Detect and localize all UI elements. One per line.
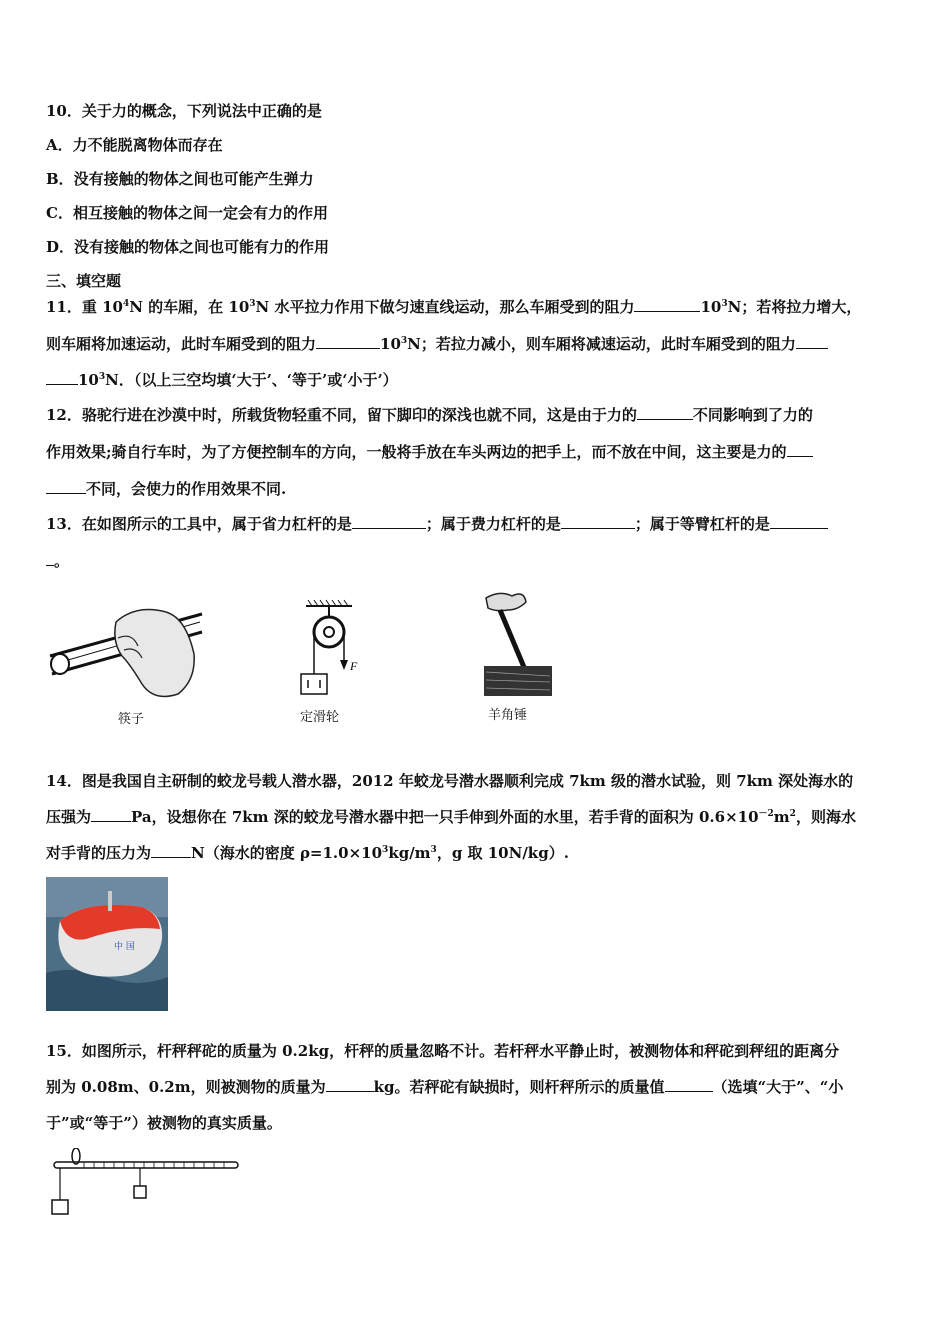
q11-line3: $10^3N$．（以上三空均填‘大于’、‘等于’或‘小于’） bbox=[46, 369, 398, 391]
caption-chopsticks: 筷子 bbox=[118, 712, 145, 727]
svg-text:中 国: 中 国 bbox=[114, 942, 135, 952]
claw-hammer-figure bbox=[478, 588, 558, 700]
q12-line2: 作用效果;骑自行车时，为了方便控制车的方向，一般将手放在车头两边的把手上，而不放在中间，这主要是力的 bbox=[46, 441, 813, 463]
steelyard-figure bbox=[44, 1148, 244, 1220]
q14-blank-1[interactable] bbox=[91, 807, 131, 822]
q11-blank-2[interactable] bbox=[316, 334, 380, 349]
q12-blank-1[interactable] bbox=[637, 405, 693, 420]
q15-blank-1[interactable] bbox=[326, 1077, 374, 1092]
q15-blank-2[interactable] bbox=[665, 1077, 713, 1092]
q15-line1: 15．如图所示，杆秤秤砣的质量为 0.2kg，杆秤的质量忽略不计。若杆秤水平静止时，被测物体和秤砣到秤纽的距离分 bbox=[46, 1042, 840, 1060]
q13-blank-1[interactable] bbox=[352, 514, 426, 529]
q13-line1: 13．在如图所示的工具中，属于省力杠杆的是 ；属于费力杠杆的是 ；属于等臂杠杆的是 bbox=[46, 513, 828, 535]
fixed-pulley-figure bbox=[296, 598, 366, 700]
q10-option-c: C．相互接触的物体之间一定会有力的作用 bbox=[46, 204, 328, 222]
q15-line3: 于”或“等于”）被测物的真实质量。 bbox=[46, 1114, 282, 1132]
q10-option-a: A．力不能脱离物体而存在 bbox=[46, 136, 223, 154]
q11-blank-3-cont[interactable] bbox=[46, 370, 78, 385]
q13-blank-3[interactable] bbox=[770, 514, 828, 529]
q14-line1: 14．图是我国自主研制的蛟龙号载人潜水器，2012 年蛟龙号潜水器顺利完成 7km 级的潜水试验，则 7km 深处海水的 bbox=[46, 772, 854, 790]
q12-blank-2-cont[interactable] bbox=[46, 479, 86, 494]
q11-line1: 11．重 $10^4N$ 的车厢，在 $10^3N$ 水平拉力作用下做匀速直线运动，那么车厢受到的阻力 $10^3N$；若将拉力增大， bbox=[46, 298, 862, 316]
q13-line2: 。 bbox=[46, 550, 69, 572]
q13-blank-3-cont[interactable] bbox=[46, 551, 54, 566]
q12-blank-2[interactable] bbox=[787, 442, 813, 457]
q10-option-b: B．没有接触的物体之间也可能产生弹力 bbox=[46, 170, 314, 188]
q14-line3: 对手背的压力为 N（海水的密度 $\rho=1.0\times 10^3kg/m^3$，g 取 10N/kg）. bbox=[46, 844, 569, 862]
q12-line1: 12．骆驼行进在沙漠中时，所载货物轻重不同，留下脚印的深浅也就不同，这是由于力的 不同影响到了力的 bbox=[46, 406, 813, 424]
q11-line2: 则车厢将加速运动，此时车厢受到的阻力 $10^3N$；若拉力减小，则车厢将减速运动，此时车厢受到的阻力 bbox=[46, 333, 828, 355]
q12-line3: 不同，会使力的作用效果不同. bbox=[46, 478, 286, 500]
submersible-photo bbox=[46, 877, 168, 1011]
caption-fixed-pulley: 定滑轮 bbox=[300, 710, 340, 725]
q13-blank-2[interactable] bbox=[561, 514, 635, 529]
chopsticks-figure bbox=[46, 598, 206, 704]
force-label: F bbox=[350, 659, 358, 673]
q15-line2: 别为 0.08m、0.2m，则被测物的质量为 kg。若秤砣有缺损时，则杆秤所示的质量值 （选填“大于”、“小 bbox=[46, 1078, 844, 1096]
caption-claw-hammer: 羊角锤 bbox=[488, 708, 528, 723]
q11-blank-3[interactable] bbox=[796, 334, 828, 349]
q11-blank-1[interactable] bbox=[634, 297, 700, 312]
section-heading: 三、填空题 bbox=[46, 272, 122, 290]
q10-option-d: D．没有接触的物体之间也可能有力的作用 bbox=[46, 238, 330, 256]
q14-line2: 压强为 Pa，设想你在 7km 深的蛟龙号潜水器中把一只手伸到外面的水里，若手背的面积为 $0.6\times 10^{-2}m^2$，则海水 bbox=[46, 808, 856, 826]
q10-stem: 10．关于力的概念，下列说法中正确的是 bbox=[46, 102, 322, 120]
q14-blank-2[interactable] bbox=[151, 843, 191, 858]
